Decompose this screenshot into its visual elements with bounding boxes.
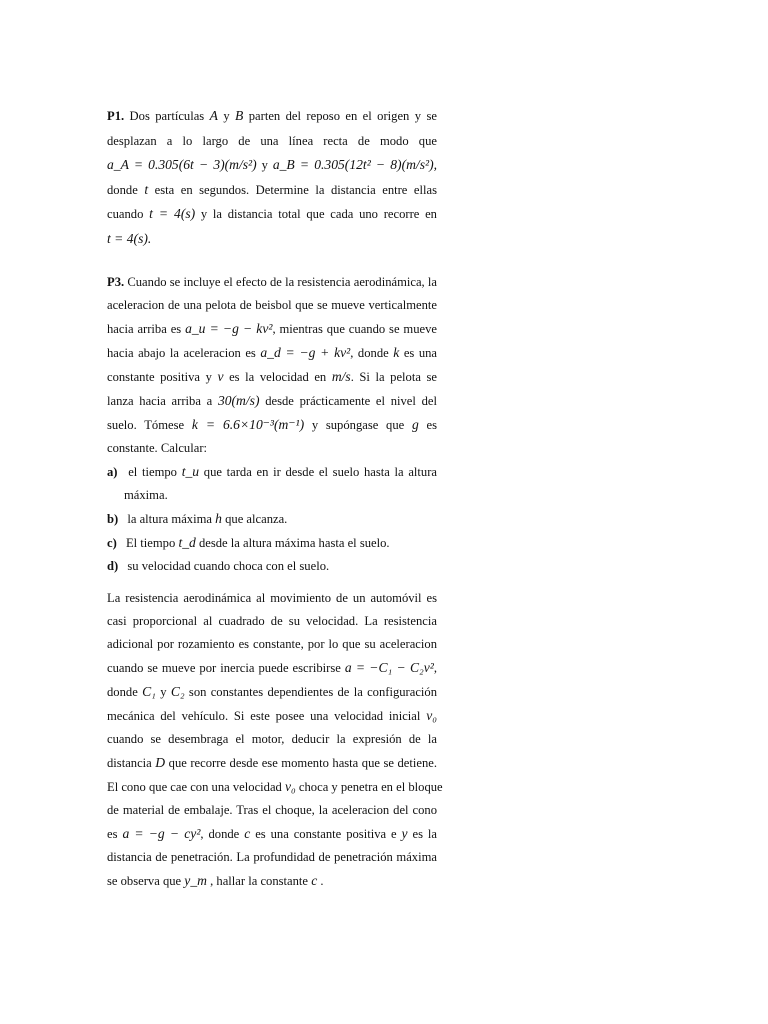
variable: v <box>217 369 224 384</box>
list-item-a <box>107 460 437 484</box>
variable: D <box>155 755 166 770</box>
text: esta en segundos. Determine la distancia entre ellas <box>154 182 438 197</box>
text: distancia de penetración. La profundidad de penetración máxima <box>107 850 437 864</box>
problem-automobile <box>107 587 437 775</box>
p5-line-3 <box>107 822 437 846</box>
text: donde <box>107 182 138 197</box>
text: es la velocidad en <box>229 370 327 384</box>
text: desde prácticamente el nivel del <box>265 394 437 408</box>
text: y <box>261 158 268 173</box>
variable: k <box>393 345 400 360</box>
text: es una <box>403 346 438 360</box>
text: lanza hacia arriba a <box>107 394 213 408</box>
p1-line-2 <box>107 129 437 154</box>
text: distancia <box>107 756 152 770</box>
p5-line-4 <box>107 846 437 869</box>
text: suelo. Tómese <box>107 418 185 432</box>
text: constante positiva y <box>107 370 212 384</box>
problem-label: P3. <box>107 275 125 289</box>
text: , donde <box>350 346 389 360</box>
list-item-d <box>107 555 437 578</box>
text: adicional por rozamiento es constante, por lo que su aceleracion <box>107 637 437 651</box>
variable: t <box>144 181 149 197</box>
equation: 30(m/s) <box>217 393 260 408</box>
p4-line-8 <box>107 751 437 775</box>
item-label: d) <box>107 559 119 573</box>
p4-line-5 <box>107 680 437 704</box>
p1-line-1 <box>107 104 437 129</box>
text: . <box>320 874 324 888</box>
variable: c <box>311 873 318 888</box>
equation: k = 6.6×10⁻³(m⁻¹) <box>191 417 305 432</box>
text: que alcanza. <box>225 512 288 526</box>
text: es una constante positiva e <box>255 827 397 841</box>
problem-p3 <box>107 271 437 578</box>
text: cuando se mueve por inercia puede escribirse <box>107 661 341 675</box>
text: es <box>426 418 437 432</box>
p4-line-3 <box>107 633 437 656</box>
text: el tiempo <box>128 465 177 479</box>
text: y <box>223 109 230 123</box>
text: cuando <box>107 207 144 222</box>
text: mecánica del vehículo. Si este posee una velocidad inicial <box>107 709 421 723</box>
p4-line-6 <box>107 704 437 728</box>
text: son constantes dependientes de la configuración <box>188 685 438 699</box>
p1-line-5 <box>107 202 437 227</box>
text: . Si la pelota se <box>350 370 437 384</box>
equation: a = −C₁ − C₂v² <box>344 660 434 675</box>
text: y la distancia total que cada uno recorre en <box>200 207 437 222</box>
variable: h <box>215 511 222 526</box>
text: que tarda en ir desde el suelo hasta la altura <box>203 465 437 479</box>
text: hacia abajo la aceleracion es <box>107 346 256 360</box>
text: casi proporcional al cuadrado de su velocidad. La resistencia <box>107 614 437 628</box>
p5-line-2 <box>107 799 437 822</box>
p4-line-7 <box>107 728 437 751</box>
p3-line-2 <box>107 294 437 317</box>
text: desplazan a lo largo de una línea recta de modo que <box>107 133 437 148</box>
text: y <box>160 685 167 699</box>
text: El tiempo <box>125 536 176 550</box>
list-item-c <box>107 531 437 555</box>
text: desde la altura máxima hasta el suelo. <box>198 536 390 550</box>
text: cuando se desembraga el motor, deducir la expresión de la <box>107 732 437 746</box>
variable: B <box>235 108 244 123</box>
text: Dos partículas <box>129 109 205 123</box>
list-item-b <box>107 507 437 531</box>
variable: c <box>244 826 251 841</box>
equation: a = −g − cy² <box>122 826 201 841</box>
p5-line-5 <box>107 869 437 893</box>
text: Cuando se incluye el efecto de la resistencia aerodinámica, la <box>127 275 438 289</box>
p3-line-5 <box>107 365 437 389</box>
variable: t_u <box>181 464 200 479</box>
p3-line-3 <box>107 317 437 341</box>
problem-p1 <box>107 104 437 252</box>
equation: a_d = −g + kv² <box>260 345 351 360</box>
text: la altura máxima <box>127 512 212 526</box>
variable: y_m <box>184 873 207 888</box>
variable: A <box>209 108 218 123</box>
equation: t = 4(s). <box>107 230 152 246</box>
text: y supóngase que <box>311 418 405 432</box>
equation: a_A = 0.305(6t − 3)(m/s²) <box>107 157 257 173</box>
text: se observa que <box>107 874 182 888</box>
p3-line-4 <box>107 341 437 365</box>
problem-cone <box>107 775 443 893</box>
item-label: b) <box>107 512 119 526</box>
item-label: c) <box>107 536 117 550</box>
p4-line-1 <box>107 587 437 610</box>
equation: a_B = 0.305(12t² − 8)(m/s²), <box>272 157 437 173</box>
p3-line-6 <box>107 389 437 413</box>
problem-label: P1. <box>107 109 125 123</box>
text: aceleracion de una pelota de beisbol que se mueve verticalmente <box>107 298 437 312</box>
p1-line-3 <box>107 153 437 178</box>
text: hacia arriba es <box>107 322 182 336</box>
item-label: a) <box>107 465 118 479</box>
p1-line-6 <box>107 227 437 252</box>
variable: C₂ <box>170 684 185 699</box>
text: parten del reposo en el origen y se <box>248 109 437 123</box>
p3-line-1 <box>107 271 437 294</box>
variable: t_d <box>178 535 196 550</box>
p5-line-1 <box>107 775 443 799</box>
equation: t = 4(s) <box>149 206 196 222</box>
p4-line-2 <box>107 610 437 633</box>
text: es <box>107 827 118 841</box>
text: su velocidad cuando choca con el suelo. <box>127 559 330 573</box>
text: choca y penetra en el bloque <box>298 780 443 794</box>
variable: v₀ <box>426 708 437 723</box>
p3-line-7 <box>107 413 437 437</box>
variable: C₁ <box>142 684 156 699</box>
variable: y <box>401 826 408 841</box>
unit: m/s <box>331 369 351 384</box>
text: constante. Calcular: <box>107 441 208 455</box>
text: , donde <box>200 827 240 841</box>
text: es la <box>412 827 438 841</box>
text: , hallar la constante <box>210 874 309 888</box>
text: máxima. <box>124 488 168 502</box>
text: El cono que cae con una velocidad <box>107 780 282 794</box>
variable: g <box>411 417 419 432</box>
text: La resistencia aerodinámica al movimiento de un automóvil es <box>107 591 437 605</box>
text: , mientras que cuando se mueve <box>272 322 437 336</box>
text: donde <box>107 685 138 699</box>
text: , <box>433 661 438 675</box>
text: que recorre desde ese momento hasta que se detiene. <box>168 756 438 770</box>
text: de material de embalaje. Tras el choque, la aceleracion del cono <box>107 803 437 817</box>
variable: v₀ <box>285 779 296 794</box>
list-item-a-cont <box>107 484 437 507</box>
equation: a_u = −g − kv² <box>185 321 273 336</box>
p4-line-4 <box>107 656 437 680</box>
p1-line-4 <box>107 178 437 203</box>
p3-line-8 <box>107 437 437 460</box>
